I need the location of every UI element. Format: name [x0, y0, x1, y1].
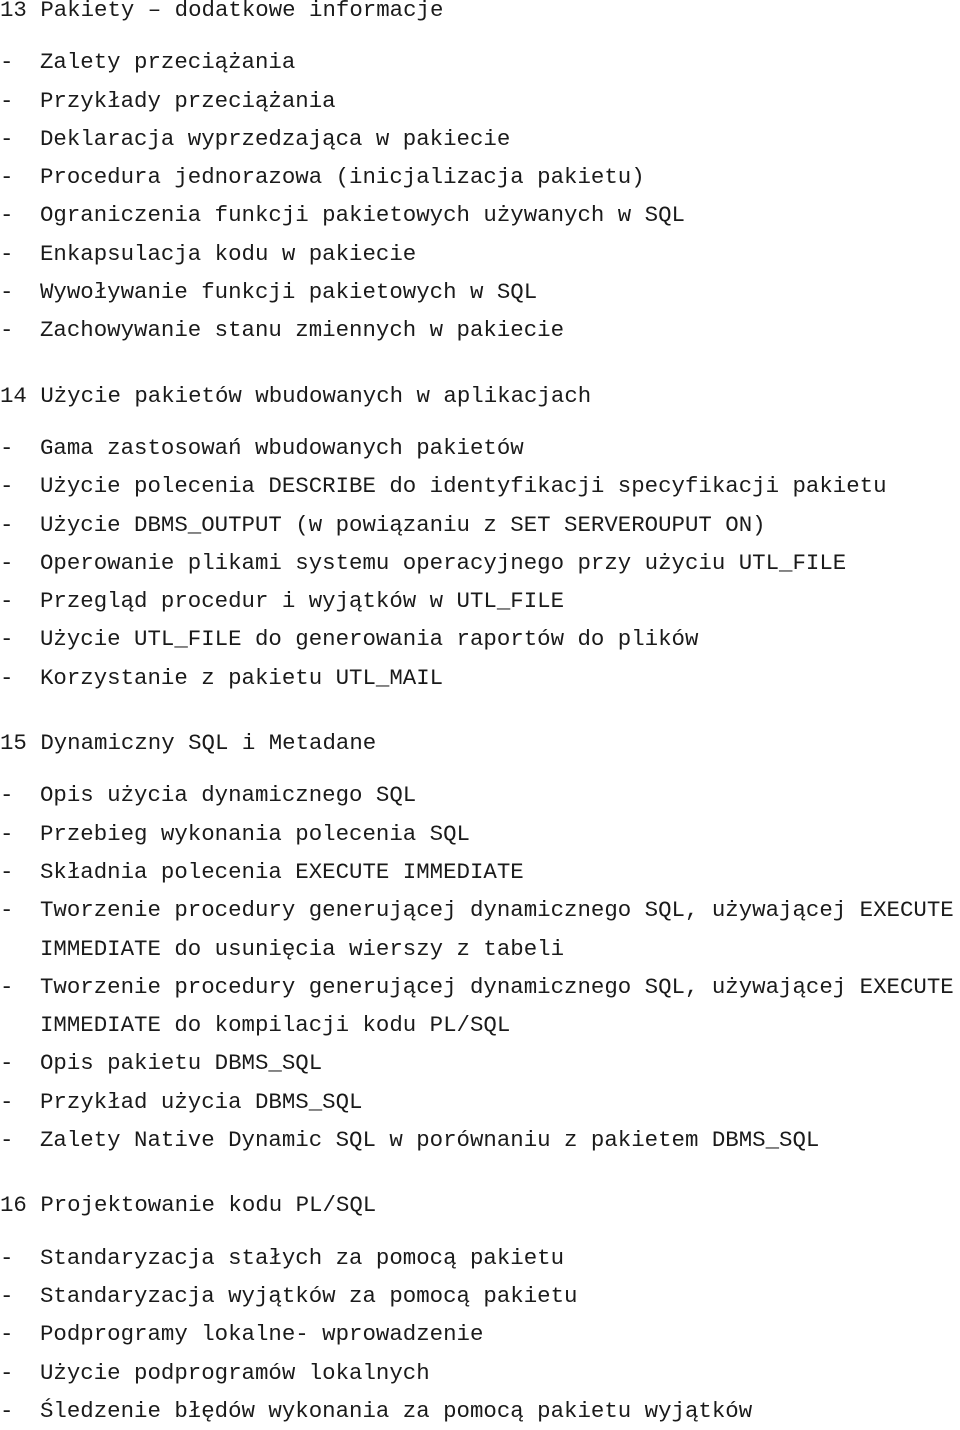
dash-bullet: - — [0, 434, 14, 461]
list-item-text: Śledzenie błędów wykonania za pomocą pakietu wyjątków — [40, 1397, 753, 1424]
dash-bullet: - — [0, 664, 14, 691]
section-heading — [0, 377, 960, 415]
dash-bullet: - — [0, 202, 14, 229]
section-heading — [0, 724, 960, 762]
list-item — [0, 582, 960, 620]
topic-list — [0, 1239, 960, 1430]
dash-bullet: - — [0, 1282, 14, 1309]
section-title: Pakiety – dodatkowe informacje — [40, 0, 444, 23]
topic-list — [0, 43, 960, 349]
list-item-text: Standaryzacja stałych za pomocą pakietu — [40, 1244, 565, 1271]
list-item-text: Deklaracja wyprzedzająca w pakiecie — [40, 125, 511, 152]
list-item-text: Użycie podprogramów lokalnych — [40, 1359, 430, 1386]
list-item-text: Zachowywanie stanu zmiennych w pakiecie — [40, 317, 565, 344]
list-item — [0, 853, 960, 891]
list-item — [0, 544, 960, 582]
section-15 — [0, 724, 960, 1159]
list-item — [0, 196, 960, 234]
section-heading — [0, 0, 960, 29]
dash-bullet: - — [0, 782, 14, 809]
list-item — [0, 235, 960, 273]
list-item — [0, 659, 960, 697]
dash-bullet: - — [0, 473, 14, 500]
list-item-text: Standaryzacja wyjątków za pomocą pakietu — [40, 1282, 578, 1309]
list-item-text: Opis użycia dynamicznego SQL — [40, 782, 417, 809]
list-item — [0, 968, 960, 1045]
list-item — [0, 120, 960, 158]
dash-bullet: - — [0, 317, 14, 344]
list-item-text: Ograniczenia funkcji pakietowych używanych w SQL — [40, 202, 685, 229]
topic-list — [0, 776, 960, 1159]
dash-bullet: - — [0, 240, 14, 267]
dash-bullet: - — [0, 549, 14, 576]
section-number: 15 — [0, 730, 27, 757]
topic-list — [0, 429, 960, 697]
heading-space — [27, 730, 40, 756]
dash-bullet: - — [0, 125, 14, 152]
section-title: Dynamiczny SQL i Metadane — [40, 730, 377, 757]
list-item — [0, 82, 960, 120]
dash-bullet: - — [0, 87, 14, 114]
list-item — [0, 1121, 960, 1159]
heading-space — [27, 1192, 40, 1218]
section-14 — [0, 377, 960, 697]
list-item — [0, 815, 960, 853]
list-item-text: Gama zastosowań wbudowanych pakietów — [40, 434, 524, 461]
dash-bullet: - — [0, 1359, 14, 1386]
list-item-text: Tworzenie procedury generującej dynamicznego SQL, używającej EXECUTE IMMEDIATE do usunięcia wierszy z tabeli — [40, 897, 954, 962]
section-number: 13 — [0, 0, 27, 23]
section-title: Projektowanie kodu PL/SQL — [40, 1192, 377, 1219]
list-item-text: Operowanie plikami systemu operacyjnego przy użyciu UTL_FILE — [40, 549, 847, 576]
list-item-text: Użycie polecenia DESCRIBE do identyfikacji specyfikacji pakietu — [40, 473, 887, 500]
dash-bullet: - — [0, 820, 14, 847]
list-item — [0, 1354, 960, 1392]
dash-bullet: - — [0, 1050, 14, 1077]
list-item-text: Zalety Native Dynamic SQL w porównaniu z pakietem DBMS_SQL — [40, 1127, 820, 1154]
list-item-text: Przykład użycia DBMS_SQL — [40, 1088, 363, 1115]
dash-bullet: - — [0, 973, 14, 1000]
dash-bullet: - — [0, 588, 14, 615]
section-heading — [0, 1186, 960, 1224]
list-item — [0, 311, 960, 349]
list-item — [0, 1044, 960, 1082]
list-item — [0, 273, 960, 311]
section-number: 16 — [0, 1192, 27, 1219]
dash-bullet: - — [0, 626, 14, 653]
list-item — [0, 776, 960, 814]
list-item-text: Zalety przeciążania — [40, 49, 296, 76]
list-item — [0, 158, 960, 196]
list-item-text: Opis pakietu DBMS_SQL — [40, 1050, 323, 1077]
dash-bullet: - — [0, 1244, 14, 1271]
list-item — [0, 467, 960, 505]
list-item-text: Przegląd procedur i wyjątków w UTL_FILE — [40, 588, 565, 615]
dash-bullet: - — [0, 897, 14, 924]
list-item-text: Podprogramy lokalne- wprowadzenie — [40, 1321, 484, 1348]
dash-bullet: - — [0, 1321, 14, 1348]
list-item — [0, 1083, 960, 1121]
list-item-text: Składnia polecenia EXECUTE IMMEDIATE — [40, 858, 524, 885]
list-item-text: Wywoływanie funkcji pakietowych w SQL — [40, 279, 538, 306]
section-title: Użycie pakietów wbudowanych w aplikacjach — [40, 382, 592, 409]
list-item — [0, 620, 960, 658]
heading-space — [27, 383, 40, 409]
dash-bullet: - — [0, 49, 14, 76]
list-item-text: Korzystanie z pakietu UTL_MAIL — [40, 664, 444, 691]
list-item — [0, 506, 960, 544]
list-item — [0, 429, 960, 467]
dash-bullet: - — [0, 511, 14, 538]
list-item-text: Enkapsulacja kodu w pakiecie — [40, 240, 417, 267]
list-item-text: Przykłady przeciążania — [40, 87, 336, 114]
dash-bullet: - — [0, 279, 14, 306]
list-item-text: Użycie DBMS_OUTPUT (w powiązaniu z SET SERVEROUPUT ON) — [40, 511, 766, 538]
list-item-text: Tworzenie procedury generującej dynamicznego SQL, używającej EXECUTE IMMEDIATE do kompilacji kodu PL/SQL — [40, 973, 954, 1039]
dash-bullet: - — [0, 1397, 14, 1424]
dash-bullet: - — [0, 164, 14, 191]
list-item-text: Użycie UTL_FILE do generowania raportów do plików — [40, 626, 699, 653]
heading-space — [27, 0, 40, 23]
dash-bullet: - — [0, 1127, 14, 1154]
section-16 — [0, 1186, 960, 1430]
dash-bullet: - — [0, 1088, 14, 1115]
section-13 — [0, 0, 960, 350]
list-item — [0, 891, 960, 968]
list-item — [0, 1277, 960, 1315]
list-item-text: Procedura jednorazowa (inicjalizacja pakietu) — [40, 164, 645, 191]
list-item — [0, 1392, 960, 1430]
list-item — [0, 1315, 960, 1353]
list-item — [0, 43, 960, 81]
dash-bullet: - — [0, 858, 14, 885]
list-item — [0, 1239, 960, 1277]
list-item-text: Przebieg wykonania polecenia SQL — [40, 820, 470, 847]
section-number: 14 — [0, 382, 27, 409]
